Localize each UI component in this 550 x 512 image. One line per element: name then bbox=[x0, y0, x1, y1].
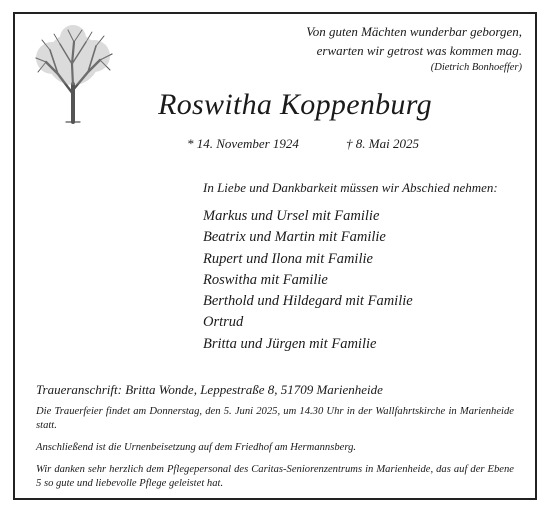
mourning-address: Traueranschrift: Britta Wonde, Leppestraße 8, 51709 Marienheide bbox=[36, 382, 383, 397]
bonhoeffer-quote bbox=[222, 22, 522, 76]
funeral-service-info: Die Trauerfeier findet am Donnerstag, den 5. Juni 2025, um 14.30 Uhr in der Wallfahrtskirche in Marienheide statt. bbox=[36, 406, 514, 431]
thanks-note: Wir danken sehr herzlich dem Pflegepersonal des Caritas-Seniorenzentrums in Marienheide, das auf der Ebene 5 so gute und liebevolle Pflege geleistet hat. bbox=[36, 464, 514, 489]
birth-date-text: * 14. November 1924 bbox=[187, 136, 299, 151]
farewell-intro: In Liebe und Dankbarkeit müssen wir Abschied nehmen: bbox=[203, 180, 498, 195]
family-member: Markus und Ursel mit Familie bbox=[203, 208, 380, 224]
quote-author: (Dietrich Bonhoeffer) bbox=[430, 62, 522, 73]
family-member: Roswitha mit Familie bbox=[203, 271, 328, 288]
quote-line-1: Von guten Mächten wunderbar geborgen, bbox=[306, 24, 522, 39]
family-list bbox=[203, 206, 413, 355]
deceased-name: Roswitha Koppenburg bbox=[158, 88, 432, 121]
family-member: Rupert und Ilona mit Familie bbox=[203, 250, 373, 267]
urn-burial-info: Anschließend ist die Urnenbeisetzung auf dem Friedhof am Hermannsberg. bbox=[36, 442, 357, 453]
death-date: † 8. Mai 2025 bbox=[346, 136, 419, 151]
birth-date bbox=[187, 136, 299, 152]
quote-line-2: erwarten wir getrost was kommen mag. bbox=[316, 43, 522, 58]
family-member: Britta und Jürgen mit Familie bbox=[203, 335, 377, 352]
family-member: Beatrix und Martin mit Familie bbox=[203, 229, 386, 246]
family-member: Berthold und Hildegard mit Familie bbox=[203, 293, 413, 310]
family-member: Ortrud bbox=[203, 314, 244, 331]
